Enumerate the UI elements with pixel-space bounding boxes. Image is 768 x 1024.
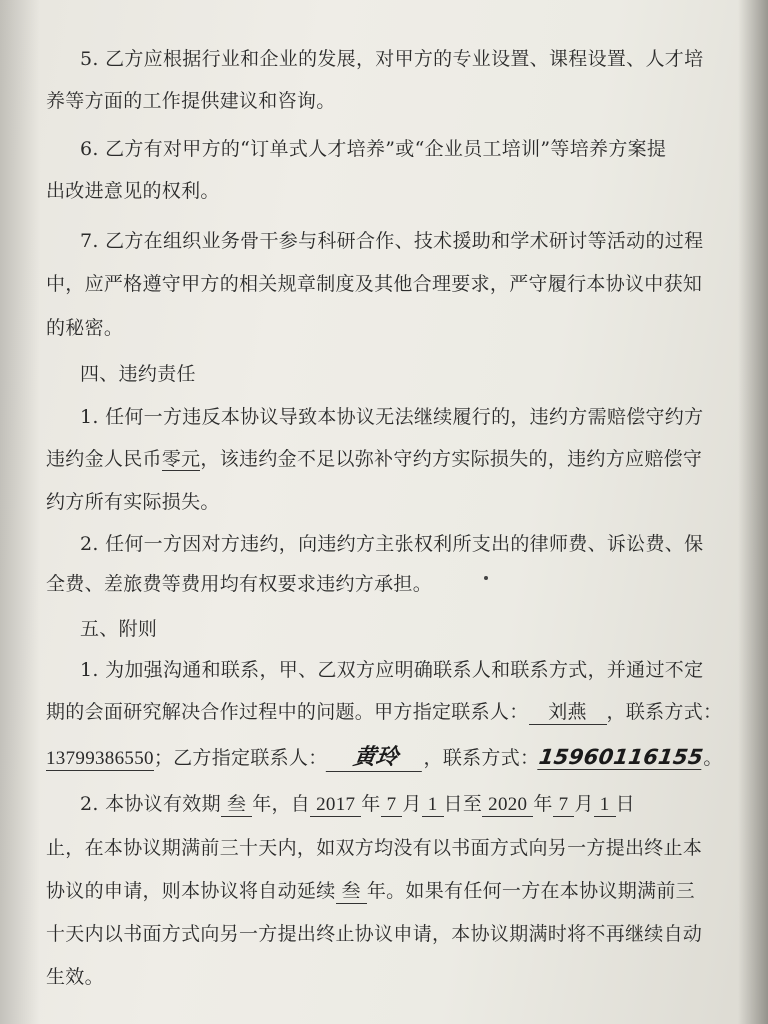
text-fragment: 违约金人民币 bbox=[46, 448, 162, 470]
section-5-item-2-line-5: 生效。 bbox=[46, 966, 104, 988]
text-fragment: ，联系方式： bbox=[423, 747, 540, 769]
party-b-contact-phone-handwritten: 15960116155 bbox=[537, 745, 706, 769]
clause-5-line-2: 养等方面的工作提供建议和咨询。 bbox=[46, 90, 336, 112]
text-fragment: ；乙方指定联系人： bbox=[153, 747, 328, 769]
section-5-heading: 五、附则 bbox=[80, 618, 158, 640]
section-4-item-1-line-3: 约方所有实际损失。 bbox=[46, 491, 220, 513]
text-fragment: 年，自 bbox=[252, 793, 311, 815]
end-month: 7 bbox=[553, 794, 575, 817]
section-4-heading: 四、违约责任 bbox=[80, 363, 196, 385]
text-fragment: 。 bbox=[703, 747, 723, 769]
section-4-item-1-line-1: 1. 任何一方违反本协议导致本协议无法继续履行的，违约方需赔偿守约方 bbox=[80, 406, 704, 428]
start-day: 1 bbox=[422, 794, 444, 817]
end-year: 2020 bbox=[482, 794, 533, 817]
text-fragment: ，该违约金不足以弥补守约方实际损失的，违约方应赔偿守 bbox=[200, 448, 703, 470]
text-fragment: 期的会面研究解决合作过程中的问题。甲方指定联系人： bbox=[46, 701, 529, 723]
term-years: 叁 bbox=[221, 789, 252, 817]
text-fragment: 月 bbox=[574, 793, 594, 815]
text-fragment: 年 bbox=[533, 793, 553, 815]
section-5-item-2-line-3 bbox=[46, 876, 736, 904]
section-4-item-2-line-2: 全费、差旅费等费用均有权要求违约方承担。 bbox=[46, 573, 433, 595]
text-fragment: 日至 bbox=[443, 793, 483, 815]
party-a-contact-name: 刘燕 bbox=[529, 697, 607, 725]
renewal-years: 叁 bbox=[336, 876, 367, 904]
section-5-item-2-line-2: 止，在本协议期满前三十天内，如双方均没有以书面方式向另一方提出终止本 bbox=[46, 837, 703, 859]
clause-6-line-1: 6. 乙方有对甲方的“订单式人才培养”或“企业员工培训”等培养方案提 bbox=[80, 138, 667, 160]
party-b-contact-name-handwritten: 黄玲 bbox=[325, 740, 425, 772]
clause-6-line-2: 出改进意见的权利。 bbox=[46, 180, 220, 202]
text-fragment: 日 bbox=[615, 793, 635, 815]
clause-5-line-1: 5. 乙方应根据行业和企业的发展，对甲方的专业设置、课程设置、人才培 bbox=[80, 48, 704, 70]
page-shadow-left bbox=[0, 0, 40, 1024]
party-a-contact-phone: 13799386550 bbox=[46, 748, 154, 769]
clause-7-line-2: 中，应严格遵守甲方的相关规章制度及其他合理要求，严守履行本协议中获知 bbox=[46, 273, 703, 295]
text-fragment: 协议的申请，则本协议将自动延续 bbox=[46, 880, 336, 902]
section-4-item-1-line-2 bbox=[46, 444, 736, 471]
section-5-item-1-line-2 bbox=[46, 697, 736, 725]
section-5-item-1-line-1: 1. 为加强沟通和联系，甲、乙双方应明确联系人和联系方式，并通过不定 bbox=[80, 659, 704, 681]
start-year: 2017 bbox=[310, 794, 361, 817]
section-5-item-2-line-1 bbox=[80, 789, 768, 817]
end-day: 1 bbox=[594, 794, 616, 817]
text-fragment: 2. 本协议有效期 bbox=[80, 793, 221, 815]
ink-dot bbox=[484, 576, 488, 580]
clause-7-line-1: 7. 乙方在组织业务骨干参与科研合作、技术援助和学术研讨等活动的过程 bbox=[80, 230, 704, 252]
section-5-item-2-line-4: 十天内以书面方式向另一方提出终止协议申请，本协议期满时将不再继续自动 bbox=[46, 923, 703, 945]
section-4-item-2-line-1: 2. 任何一方因对方违约，向违约方主张权利所支出的律师费、诉讼费、保 bbox=[80, 533, 704, 555]
text-fragment: 月 bbox=[402, 793, 422, 815]
text-fragment: 年 bbox=[361, 793, 381, 815]
start-month: 7 bbox=[381, 794, 403, 817]
clause-7-line-3: 的秘密。 bbox=[46, 317, 124, 339]
text-fragment: ，联系方式： bbox=[606, 701, 723, 723]
section-5-item-1-line-3 bbox=[46, 740, 736, 772]
penalty-amount: 零元 bbox=[161, 448, 201, 470]
text-fragment: 年。如果有任何一方在本协议期满前三 bbox=[366, 880, 695, 902]
